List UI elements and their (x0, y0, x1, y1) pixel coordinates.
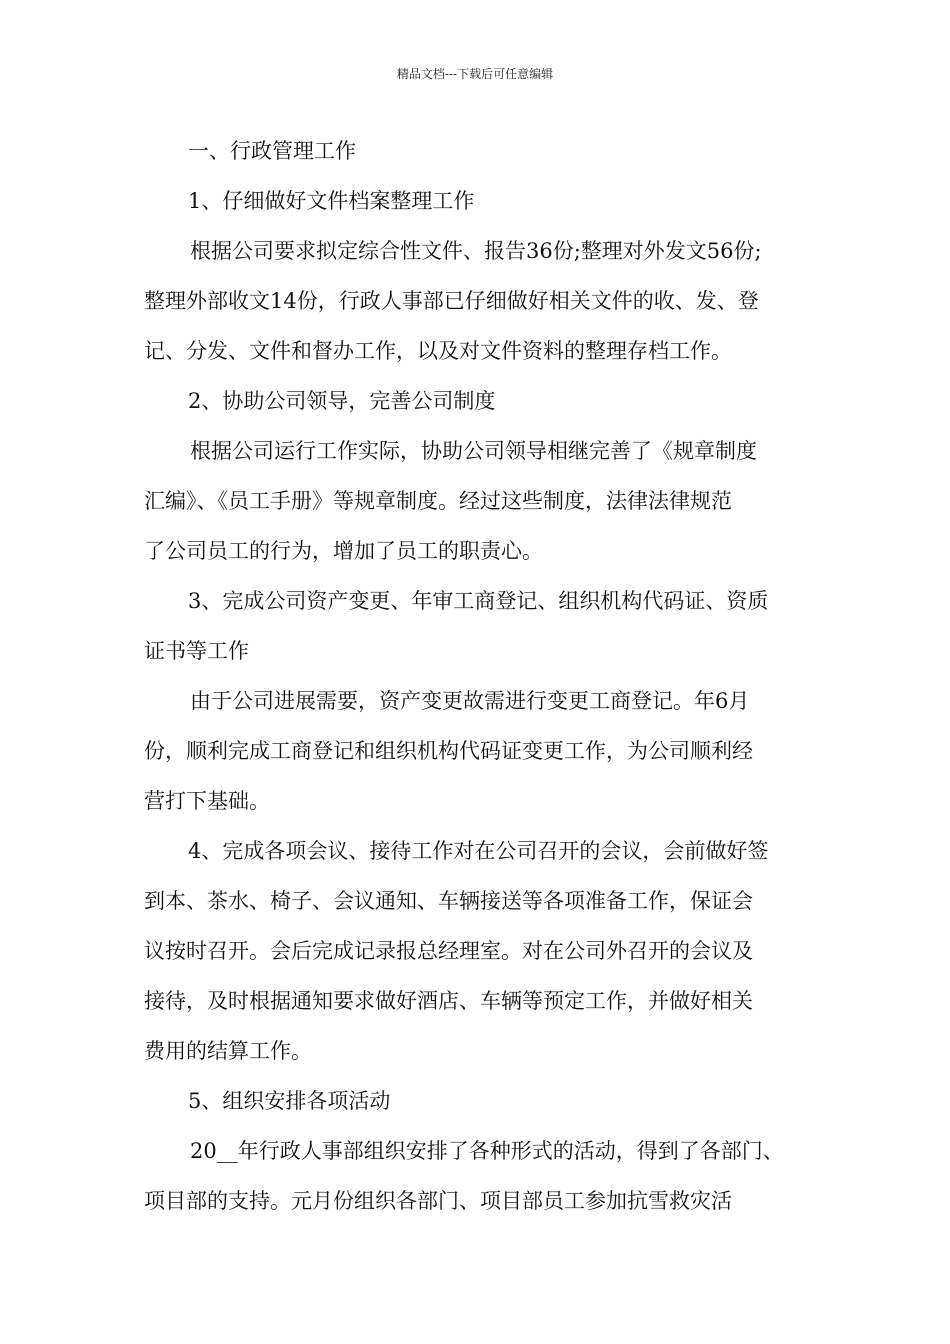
section-heading: 一、行政管理工作 (188, 139, 356, 163)
paragraph-line: 了公司员工的行为，增加了员工的职责心。 (144, 539, 543, 563)
paragraph-line: 由于公司进展需要，资产变更故需进行变更工商登记。年6月 (190, 689, 750, 713)
paragraph-line: 到本、茶水、椅子、会议通知、车辆接送等各项准备工作，保证会 (144, 889, 753, 913)
paragraph-line: 记、分发、文件和督办工作，以及对文件资料的整理存档工作。 (144, 339, 732, 363)
subsection-heading: 4、完成各项会议、接待工作对在公司召开的会议，会前做好签 (188, 839, 769, 863)
paragraph-line: 接待，及时根据通知要求做好酒店、车辆等预定工作，并做好相关 (144, 989, 753, 1013)
page-header: 精品文档---下载后可任意编辑 (396, 67, 554, 81)
subsection-heading-continued: 证书等工作 (144, 639, 249, 663)
subsection-heading: 3、完成公司资产变更、年审工商登记、组织机构代码证、资质 (188, 589, 769, 613)
paragraph-line: 项目部的支持。元月份组织各部门、项目部员工参加抗雪救灾活 (144, 1189, 732, 1213)
paragraph-line: 份，顺利完成工商登记和组织机构代码证变更工作，为公司顺利经 (144, 739, 753, 763)
paragraph-line: 根据公司运行工作实际，协助公司领导相继完善了《规章制度 (190, 439, 757, 463)
subsection-heading: 5、组织安排各项活动 (188, 1089, 391, 1113)
paragraph-line: 费用的结算工作。 (144, 1039, 312, 1063)
paragraph-line: 汇编》、《员工手册》等规章制度。经过这些制度，法律法律规范 (144, 489, 732, 513)
paragraph-line: 根据公司要求拟定综合性文件、报告36份;整理对外发文56份; (190, 239, 762, 263)
paragraph-line: 营打下基础。 (144, 789, 270, 813)
paragraph-line: 议按时召开。会后完成记录报总经理室。对在公司外召开的会议及 (144, 939, 753, 963)
document-body (144, 126, 812, 1226)
subsection-heading: 1、仔细做好文件档案整理工作 (188, 189, 475, 213)
paragraph-line: 20__年行政人事部组织安排了各种形式的活动，得到了各部门、 (190, 1139, 784, 1163)
paragraph-line: 整理外部收文14份，行政人事部已仔细做好相关文件的收、发、登 (144, 289, 759, 313)
subsection-heading: 2、协助公司领导，完善公司制度 (188, 389, 496, 413)
